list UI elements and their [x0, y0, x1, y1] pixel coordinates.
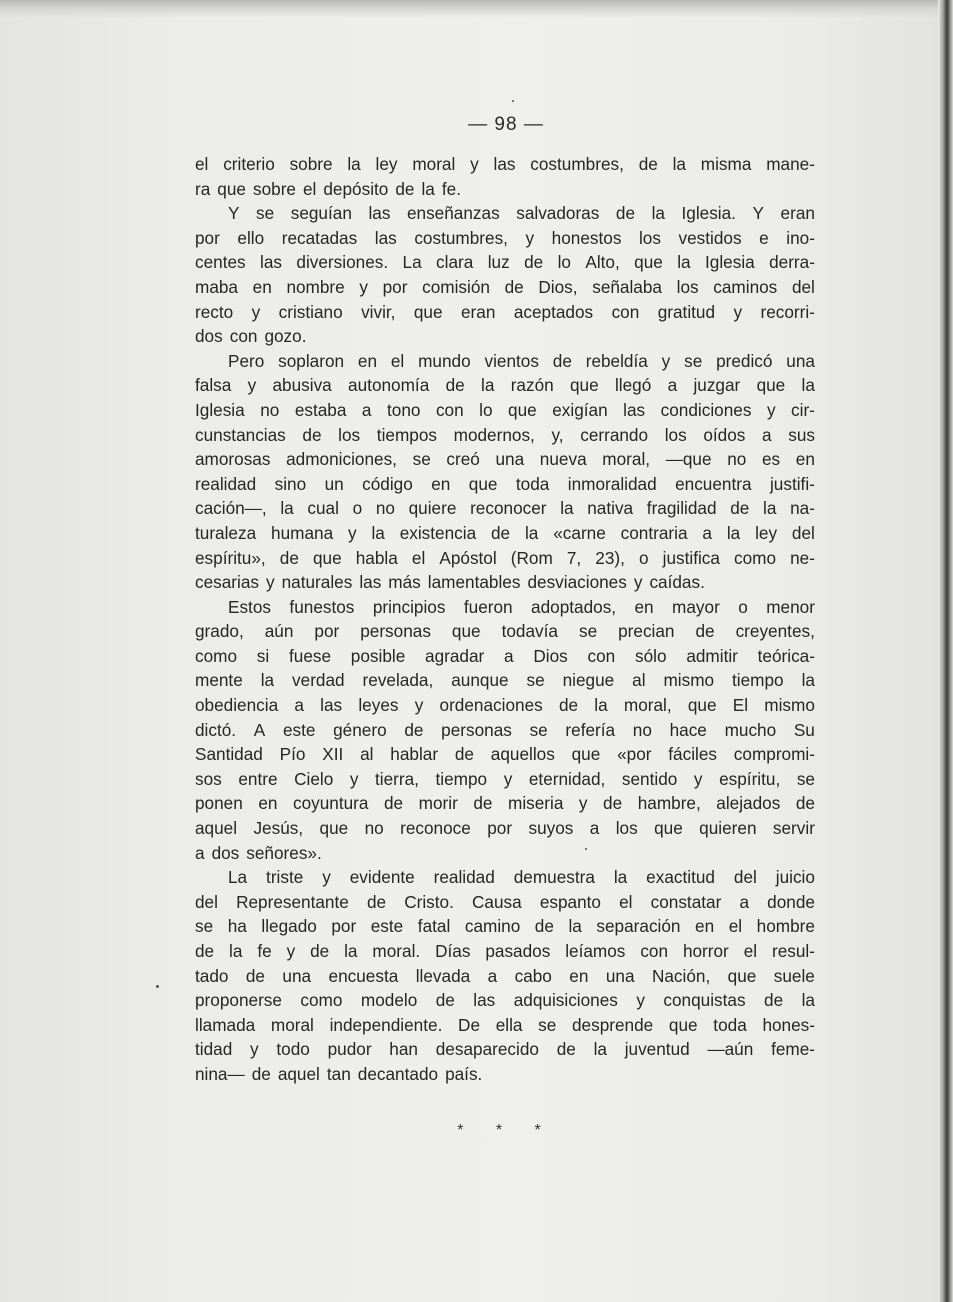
text-line: Estos funestos principios fueron adoptados, en mayor o menor: [228, 596, 815, 617]
text-line: grado, aún por personas que todavía se precian de creyentes,: [195, 621, 815, 642]
page-number: — 98 —: [468, 114, 544, 135]
paragraph: [195, 349, 815, 595]
paragraph: [195, 865, 815, 1086]
body-text: [195, 152, 815, 1087]
text-line: centes las diversiones. La clara luz de lo Alto, que la Iglesia derra-: [195, 252, 815, 273]
text-line: dos con gozo.: [195, 326, 307, 347]
text-line: por ello recatadas las costumbres, y honestos los vestidos e ino-: [195, 227, 815, 248]
paragraph: [195, 201, 815, 349]
text-line: ponen en coyuntura de morir de miseria y de hambre, alejados de: [195, 793, 815, 814]
page-binding-edge: [938, 0, 953, 1302]
scan-speck: [512, 100, 514, 102]
scan-speck: [585, 848, 587, 850]
text-line: de la fe y de la moral. Días pasados leíamos con horror el resul-: [195, 941, 815, 961]
text-line: ra que sobre el depósito de la fe.: [195, 178, 461, 199]
text-line: Iglesia no estaba a tono con lo que exigían las condiciones y cir-: [195, 399, 815, 420]
text-line: se ha llegado por este fatal camino de la separación en el hombre: [195, 916, 815, 937]
text-line: como si fuese posible agradar a Dios con sólo admitir teórica-: [195, 645, 815, 666]
text-line: del Representante de Cristo. Causa espanto el constatar a donde: [195, 891, 815, 912]
text-line: nina— de aquel tan decantado país.: [195, 1063, 483, 1084]
page-top-edge: [0, 0, 953, 18]
text-line: Pero soplaron en el mundo vientos de rebeldía y se predicó una: [228, 350, 815, 371]
paragraph: [195, 595, 815, 866]
section-separator: * * *: [457, 1122, 555, 1139]
text-line: cación—, la cual o no quiere reconocer la nativa fragilidad de la na-: [195, 498, 815, 519]
text-line: a dos señores».: [195, 842, 322, 863]
text-line: amorosas admoniciones, se creó una nueva moral, —que no es en: [195, 449, 815, 470]
text-line: maba en nombre y por comisión de Dios, señalaba los caminos del: [195, 276, 815, 297]
text-line: tado de una encuesta llevada a cabo en una Nación, que suele: [195, 965, 815, 986]
text-line: espíritu», de que habla el Apóstol (Rom 7, 23), o justifica como ne-: [195, 547, 815, 568]
text-line: Y se seguían las enseñanzas salvadoras de la Iglesia. Y eran: [228, 203, 815, 224]
paragraph: [195, 152, 815, 201]
text-line: La triste y evidente realidad demuestra la exactitud del juicio: [228, 867, 815, 888]
text-line: dictó. A este género de personas se refería no hace mucho Su: [195, 719, 815, 740]
text-line: cunstancias de los tiempos modernos, y, cerrando los oídos a sus: [195, 424, 815, 445]
text-line: turaleza humana y la existencia de la «carne contraria a la ley del: [195, 522, 815, 543]
text-line: proponerse como modelo de las adquisiciones y conquistas de la: [195, 990, 815, 1011]
text-line: aquel Jesús, que no reconoce por suyos a los que quieren servir: [195, 818, 815, 839]
text-line: recto y cristiano vivir, que eran aceptados con gratitud y recorri-: [195, 301, 815, 322]
text-line: llamada moral independiente. De ella se desprende que toda hones-: [195, 1014, 815, 1035]
text-line: falsa y abusiva autonomía de la razón que llegó a juzgar que la: [195, 375, 815, 396]
text-line: sos entre Cielo y tierra, tiempo y eternidad, sentido y espíritu, se: [195, 768, 815, 789]
text-line: realidad sino un código en que toda inmoralidad encuentra justifi-: [195, 473, 815, 494]
scan-speck: [156, 985, 159, 988]
text-line: tidad y todo pudor han desaparecido de la juventud —aún feme-: [195, 1039, 815, 1060]
text-line: el criterio sobre la ley moral y las costumbres, de la misma mane-: [195, 154, 815, 174]
text-line: Santidad Pío XII al hablar de aquellos que «por fáciles compromi-: [195, 744, 815, 765]
text-line: obediencia a las leyes y ordenaciones de la moral, que El mismo: [195, 695, 815, 716]
text-line: cesarias y naturales las más lamentables desviaciones y caídas.: [195, 572, 705, 593]
text-line: mente la verdad revelada, aunque se niegue al mismo tiempo la: [195, 670, 815, 691]
